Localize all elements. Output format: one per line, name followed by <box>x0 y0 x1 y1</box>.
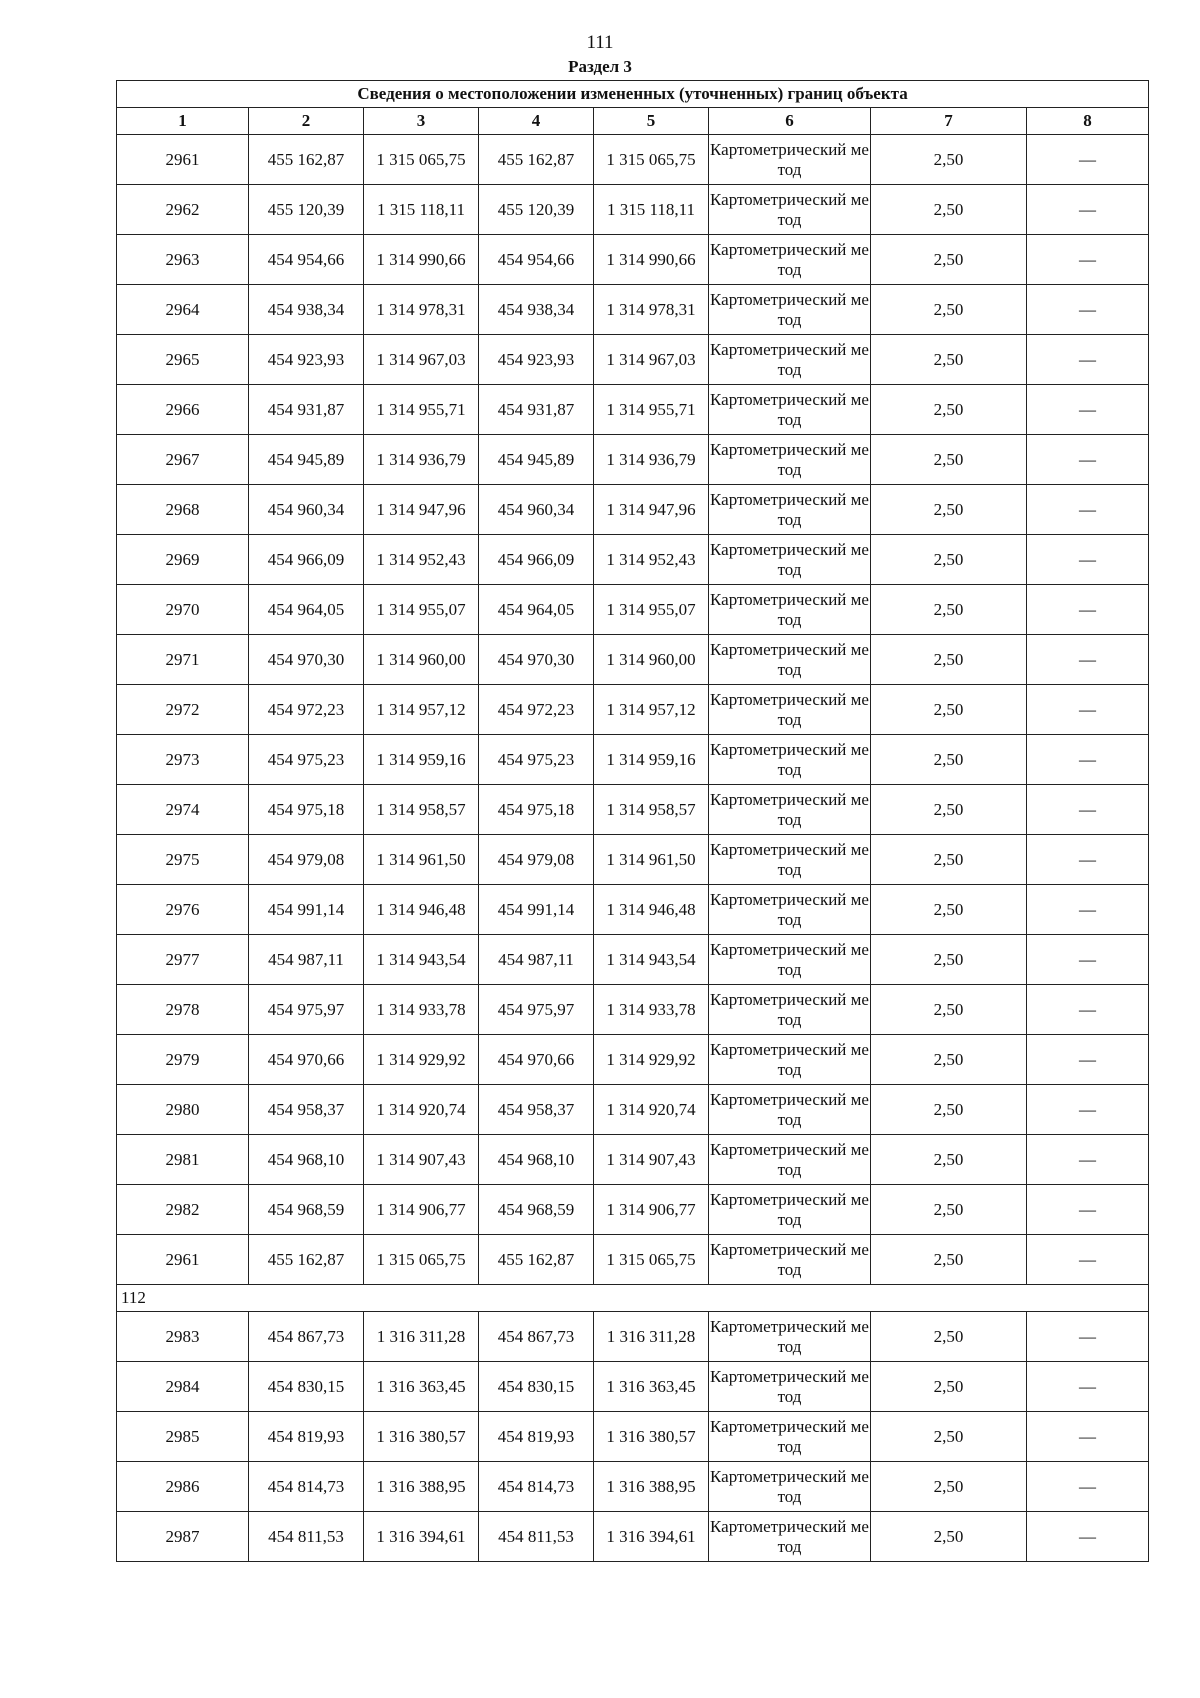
cell-y-new: 1 314 955,07 <box>594 585 709 635</box>
cell-point-number: 2970 <box>117 585 249 635</box>
cell-point-number: 2982 <box>117 1185 249 1235</box>
cell-description: — <box>1027 635 1149 685</box>
column-number-4: 4 <box>479 108 594 135</box>
cell-x-new: 455 120,39 <box>479 185 594 235</box>
cell-x-existing: 454 867,73 <box>249 1312 364 1362</box>
cell-y-new: 1 314 952,43 <box>594 535 709 585</box>
cell-accuracy: 2,50 <box>871 835 1027 885</box>
table-row <box>117 185 1149 235</box>
cell-x-new: 454 923,93 <box>479 335 594 385</box>
section-title: Раздел 3 <box>568 57 632 76</box>
cell-x-existing: 454 968,10 <box>249 1135 364 1185</box>
cell-point-number: 2983 <box>117 1312 249 1362</box>
cell-description: — <box>1027 835 1149 885</box>
cell-description: — <box>1027 185 1149 235</box>
cell-y-existing: 1 314 978,31 <box>364 285 479 335</box>
cell-point-number: 2964 <box>117 285 249 335</box>
cell-method: Картометрический метод <box>709 185 871 235</box>
cell-x-new: 454 867,73 <box>479 1312 594 1362</box>
cell-description: — <box>1027 1512 1149 1562</box>
cell-description: — <box>1027 1085 1149 1135</box>
cell-x-new: 454 954,66 <box>479 235 594 285</box>
cell-x-existing: 454 960,34 <box>249 485 364 535</box>
cell-y-new: 1 315 065,75 <box>594 135 709 185</box>
cell-method: Картометрический метод <box>709 435 871 485</box>
cell-point-number: 2984 <box>117 1362 249 1412</box>
cell-accuracy: 2,50 <box>871 235 1027 285</box>
cell-accuracy: 2,50 <box>871 385 1027 435</box>
table-row <box>117 735 1149 785</box>
cell-description: — <box>1027 1235 1149 1285</box>
cell-y-existing: 1 314 961,50 <box>364 835 479 885</box>
cell-x-existing: 455 162,87 <box>249 1235 364 1285</box>
cell-y-existing: 1 314 959,16 <box>364 735 479 785</box>
cell-y-new: 1 316 363,45 <box>594 1362 709 1412</box>
cell-y-existing: 1 314 920,74 <box>364 1085 479 1135</box>
cell-method: Картометрический метод <box>709 585 871 635</box>
cell-method: Картометрический метод <box>709 835 871 885</box>
cell-y-new: 1 314 906,77 <box>594 1185 709 1235</box>
cell-y-existing: 1 315 065,75 <box>364 1235 479 1285</box>
cell-y-existing: 1 316 380,57 <box>364 1412 479 1462</box>
cell-description: — <box>1027 1185 1149 1235</box>
table-row <box>117 135 1149 185</box>
cell-accuracy: 2,50 <box>871 585 1027 635</box>
cell-accuracy: 2,50 <box>871 1085 1027 1135</box>
cell-method: Картометрический метод <box>709 1512 871 1562</box>
cell-method: Картометрический метод <box>709 685 871 735</box>
cell-x-new: 454 960,34 <box>479 485 594 535</box>
cell-x-new: 454 975,97 <box>479 985 594 1035</box>
cell-x-existing: 454 945,89 <box>249 435 364 485</box>
cell-x-new: 454 966,09 <box>479 535 594 585</box>
table-row <box>117 1135 1149 1185</box>
cell-point-number: 2967 <box>117 435 249 485</box>
table-row <box>117 785 1149 835</box>
column-number-1: 1 <box>117 108 249 135</box>
cell-x-existing: 454 968,59 <box>249 1185 364 1235</box>
cell-description: — <box>1027 1462 1149 1512</box>
cell-y-existing: 1 314 946,48 <box>364 885 479 935</box>
cell-x-existing: 455 162,87 <box>249 135 364 185</box>
cell-point-number: 2976 <box>117 885 249 935</box>
cell-method: Картометрический метод <box>709 785 871 835</box>
cell-y-existing: 1 315 118,11 <box>364 185 479 235</box>
cell-description: — <box>1027 1035 1149 1085</box>
cell-accuracy: 2,50 <box>871 185 1027 235</box>
column-number-5: 5 <box>594 108 709 135</box>
cell-accuracy: 2,50 <box>871 1512 1027 1562</box>
cell-y-new: 1 315 065,75 <box>594 1235 709 1285</box>
cell-y-existing: 1 314 907,43 <box>364 1135 479 1185</box>
column-number-2: 2 <box>249 108 364 135</box>
cell-x-new: 454 991,14 <box>479 885 594 935</box>
cell-point-number: 2972 <box>117 685 249 735</box>
cell-description: — <box>1027 385 1149 435</box>
table-row <box>117 1412 1149 1462</box>
cell-y-new: 1 314 920,74 <box>594 1085 709 1135</box>
cell-x-existing: 454 972,23 <box>249 685 364 735</box>
cell-y-new: 1 314 929,92 <box>594 1035 709 1085</box>
cell-method: Картометрический метод <box>709 385 871 435</box>
cell-y-existing: 1 314 960,00 <box>364 635 479 685</box>
cell-point-number: 2966 <box>117 385 249 435</box>
table-row <box>117 385 1149 435</box>
cell-y-existing: 1 316 363,45 <box>364 1362 479 1412</box>
cell-y-existing: 1 314 906,77 <box>364 1185 479 1235</box>
table-row <box>117 435 1149 485</box>
cell-x-new: 454 964,05 <box>479 585 594 635</box>
cell-x-new: 454 945,89 <box>479 435 594 485</box>
cell-point-number: 2968 <box>117 485 249 535</box>
cell-x-existing: 454 938,34 <box>249 285 364 335</box>
cell-y-existing: 1 316 388,95 <box>364 1462 479 1512</box>
cell-description: — <box>1027 885 1149 935</box>
table-caption-row <box>117 81 1149 108</box>
table-caption: Сведения о местоположении измененных (уточненных) границ объекта <box>117 81 1149 108</box>
cell-method: Картометрический метод <box>709 985 871 1035</box>
cell-point-number: 2965 <box>117 335 249 385</box>
cell-point-number: 2975 <box>117 835 249 885</box>
cell-x-new: 454 938,34 <box>479 285 594 335</box>
cell-y-new: 1 314 933,78 <box>594 985 709 1035</box>
cell-description: — <box>1027 1362 1149 1412</box>
column-number-6: 6 <box>709 108 871 135</box>
coordinates-table <box>116 80 1149 1562</box>
table-row <box>117 685 1149 735</box>
cell-x-new: 454 970,30 <box>479 635 594 685</box>
cell-description: — <box>1027 935 1149 985</box>
cell-point-number: 2961 <box>117 135 249 185</box>
cell-y-new: 1 314 960,00 <box>594 635 709 685</box>
table-row <box>117 1362 1149 1412</box>
cell-accuracy: 2,50 <box>871 1312 1027 1362</box>
cell-y-new: 1 314 961,50 <box>594 835 709 885</box>
cell-x-new: 454 958,37 <box>479 1085 594 1135</box>
cell-method: Картометрический метод <box>709 1312 871 1362</box>
cell-accuracy: 2,50 <box>871 685 1027 735</box>
table-row <box>117 1085 1149 1135</box>
cell-point-number: 2963 <box>117 235 249 285</box>
table-row <box>117 1462 1149 1512</box>
cell-y-new: 1 314 978,31 <box>594 285 709 335</box>
cell-method: Картометрический метод <box>709 635 871 685</box>
cell-y-new: 1 314 958,57 <box>594 785 709 835</box>
cell-y-existing: 1 314 990,66 <box>364 235 479 285</box>
cell-accuracy: 2,50 <box>871 1185 1027 1235</box>
cell-y-existing: 1 316 311,28 <box>364 1312 479 1362</box>
cell-description: — <box>1027 235 1149 285</box>
cell-y-new: 1 314 947,96 <box>594 485 709 535</box>
cell-x-new: 454 975,23 <box>479 735 594 785</box>
cell-y-new: 1 314 946,48 <box>594 885 709 935</box>
cell-accuracy: 2,50 <box>871 135 1027 185</box>
cell-x-existing: 454 964,05 <box>249 585 364 635</box>
cell-y-existing: 1 314 936,79 <box>364 435 479 485</box>
cell-x-new: 455 162,87 <box>479 1235 594 1285</box>
cell-accuracy: 2,50 <box>871 885 1027 935</box>
cell-method: Картометрический метод <box>709 1085 871 1135</box>
cell-accuracy: 2,50 <box>871 635 1027 685</box>
cell-x-existing: 454 975,97 <box>249 985 364 1035</box>
cell-method: Картометрический метод <box>709 885 871 935</box>
cell-y-new: 1 314 959,16 <box>594 735 709 785</box>
cell-method: Картометрический метод <box>709 1235 871 1285</box>
cell-accuracy: 2,50 <box>871 485 1027 535</box>
cell-point-number: 2987 <box>117 1512 249 1562</box>
cell-y-new: 1 316 394,61 <box>594 1512 709 1562</box>
table-row <box>117 885 1149 935</box>
table-row <box>117 1185 1149 1235</box>
cell-x-new: 454 968,10 <box>479 1135 594 1185</box>
cell-description: — <box>1027 335 1149 385</box>
table-row <box>117 635 1149 685</box>
cell-point-number: 2971 <box>117 635 249 685</box>
page-number: 111 <box>586 32 614 53</box>
cell-accuracy: 2,50 <box>871 335 1027 385</box>
cell-point-number: 2973 <box>117 735 249 785</box>
table-row <box>117 485 1149 535</box>
cell-y-new: 1 315 118,11 <box>594 185 709 235</box>
cell-accuracy: 2,50 <box>871 1412 1027 1462</box>
cell-x-existing: 454 970,66 <box>249 1035 364 1085</box>
cell-point-number: 2969 <box>117 535 249 585</box>
cell-x-new: 454 987,11 <box>479 935 594 985</box>
table-row <box>117 235 1149 285</box>
cell-y-existing: 1 314 955,07 <box>364 585 479 635</box>
cell-accuracy: 2,50 <box>871 1035 1027 1085</box>
cell-x-existing: 454 819,93 <box>249 1412 364 1462</box>
cell-method: Картометрический метод <box>709 535 871 585</box>
table-row <box>117 1035 1149 1085</box>
cell-x-existing: 454 987,11 <box>249 935 364 985</box>
cell-accuracy: 2,50 <box>871 735 1027 785</box>
cell-x-existing: 454 979,08 <box>249 835 364 885</box>
cell-x-new: 454 931,87 <box>479 385 594 435</box>
table-row <box>117 935 1149 985</box>
cell-method: Картометрический метод <box>709 235 871 285</box>
cell-description: — <box>1027 685 1149 735</box>
column-number-7: 7 <box>871 108 1027 135</box>
cell-method: Картометрический метод <box>709 285 871 335</box>
cell-method: Картометрический метод <box>709 1462 871 1512</box>
cell-method: Картометрический метод <box>709 135 871 185</box>
cell-description: — <box>1027 735 1149 785</box>
table-row <box>117 1312 1149 1362</box>
cell-accuracy: 2,50 <box>871 785 1027 835</box>
cell-method: Картометрический метод <box>709 1035 871 1085</box>
table-row <box>117 985 1149 1035</box>
cell-x-new: 454 830,15 <box>479 1362 594 1412</box>
table-body <box>117 135 1149 1562</box>
cell-y-existing: 1 314 929,92 <box>364 1035 479 1085</box>
cell-point-number: 2985 <box>117 1412 249 1462</box>
cell-point-number: 2977 <box>117 935 249 985</box>
cell-point-number: 2974 <box>117 785 249 835</box>
cell-x-new: 455 162,87 <box>479 135 594 185</box>
cell-x-new: 454 968,59 <box>479 1185 594 1235</box>
cell-x-new: 454 970,66 <box>479 1035 594 1085</box>
cell-x-new: 454 979,08 <box>479 835 594 885</box>
cell-accuracy: 2,50 <box>871 935 1027 985</box>
contour-break-label: 112 <box>117 1285 1149 1312</box>
cell-point-number: 2978 <box>117 985 249 1035</box>
cell-x-existing: 454 970,30 <box>249 635 364 685</box>
cell-description: — <box>1027 1412 1149 1462</box>
cell-y-new: 1 316 311,28 <box>594 1312 709 1362</box>
cell-x-new: 454 975,18 <box>479 785 594 835</box>
cell-method: Картометрический метод <box>709 1135 871 1185</box>
cell-description: — <box>1027 135 1149 185</box>
cell-x-existing: 454 923,93 <box>249 335 364 385</box>
column-number-row <box>117 108 1149 135</box>
cell-point-number: 2981 <box>117 1135 249 1185</box>
column-number-8: 8 <box>1027 108 1149 135</box>
cell-y-existing: 1 314 943,54 <box>364 935 479 985</box>
cell-x-new: 454 814,73 <box>479 1462 594 1512</box>
cell-y-existing: 1 314 958,57 <box>364 785 479 835</box>
cell-method: Картометрический метод <box>709 485 871 535</box>
column-number-3: 3 <box>364 108 479 135</box>
cell-point-number: 2980 <box>117 1085 249 1135</box>
cell-x-existing: 454 811,53 <box>249 1512 364 1562</box>
cell-x-existing: 454 814,73 <box>249 1462 364 1512</box>
cell-x-existing: 454 954,66 <box>249 235 364 285</box>
cell-description: — <box>1027 1312 1149 1362</box>
cell-accuracy: 2,50 <box>871 435 1027 485</box>
contour-break-row <box>117 1285 1149 1312</box>
cell-description: — <box>1027 1135 1149 1185</box>
table-row <box>117 835 1149 885</box>
cell-accuracy: 2,50 <box>871 535 1027 585</box>
cell-method: Картометрический метод <box>709 1185 871 1235</box>
cell-description: — <box>1027 485 1149 535</box>
cell-x-new: 454 819,93 <box>479 1412 594 1462</box>
cell-description: — <box>1027 785 1149 835</box>
cell-y-existing: 1 314 952,43 <box>364 535 479 585</box>
cell-y-existing: 1 314 967,03 <box>364 335 479 385</box>
cell-x-new: 454 972,23 <box>479 685 594 735</box>
cell-point-number: 2961 <box>117 1235 249 1285</box>
cell-description: — <box>1027 435 1149 485</box>
cell-accuracy: 2,50 <box>871 285 1027 335</box>
table-row <box>117 1235 1149 1285</box>
cell-point-number: 2986 <box>117 1462 249 1512</box>
cell-y-new: 1 316 388,95 <box>594 1462 709 1512</box>
cell-point-number: 2962 <box>117 185 249 235</box>
cell-method: Картометрический метод <box>709 335 871 385</box>
cell-y-existing: 1 314 957,12 <box>364 685 479 735</box>
cell-method: Картометрический метод <box>709 1362 871 1412</box>
cell-accuracy: 2,50 <box>871 1362 1027 1412</box>
cell-x-existing: 454 966,09 <box>249 535 364 585</box>
cell-x-existing: 455 120,39 <box>249 185 364 235</box>
cell-x-existing: 454 958,37 <box>249 1085 364 1135</box>
cell-x-existing: 454 975,18 <box>249 785 364 835</box>
cell-y-new: 1 314 907,43 <box>594 1135 709 1185</box>
cell-x-existing: 454 991,14 <box>249 885 364 935</box>
cell-y-new: 1 314 957,12 <box>594 685 709 735</box>
cell-x-existing: 454 830,15 <box>249 1362 364 1412</box>
cell-description: — <box>1027 285 1149 335</box>
cell-x-existing: 454 975,23 <box>249 735 364 785</box>
table-row <box>117 285 1149 335</box>
cell-x-existing: 454 931,87 <box>249 385 364 435</box>
cell-y-new: 1 314 936,79 <box>594 435 709 485</box>
cell-y-new: 1 314 943,54 <box>594 935 709 985</box>
cell-y-existing: 1 314 933,78 <box>364 985 479 1035</box>
cell-y-new: 1 314 967,03 <box>594 335 709 385</box>
cell-accuracy: 2,50 <box>871 1135 1027 1185</box>
cell-accuracy: 2,50 <box>871 985 1027 1035</box>
cell-y-new: 1 314 955,71 <box>594 385 709 435</box>
cell-accuracy: 2,50 <box>871 1235 1027 1285</box>
cell-description: — <box>1027 585 1149 635</box>
cell-y-existing: 1 314 955,71 <box>364 385 479 435</box>
table-row <box>117 335 1149 385</box>
cell-description: — <box>1027 985 1149 1035</box>
cell-y-existing: 1 316 394,61 <box>364 1512 479 1562</box>
table-row <box>117 535 1149 585</box>
cell-description: — <box>1027 535 1149 585</box>
cell-y-new: 1 316 380,57 <box>594 1412 709 1462</box>
cell-method: Картометрический метод <box>709 735 871 785</box>
cell-y-existing: 1 314 947,96 <box>364 485 479 535</box>
cell-method: Картометрический метод <box>709 935 871 985</box>
table-row <box>117 1512 1149 1562</box>
cell-x-new: 454 811,53 <box>479 1512 594 1562</box>
cell-point-number: 2979 <box>117 1035 249 1085</box>
cell-method: Картометрический метод <box>709 1412 871 1462</box>
cell-accuracy: 2,50 <box>871 1462 1027 1512</box>
table-row <box>117 585 1149 635</box>
cell-y-new: 1 314 990,66 <box>594 235 709 285</box>
cell-y-existing: 1 315 065,75 <box>364 135 479 185</box>
